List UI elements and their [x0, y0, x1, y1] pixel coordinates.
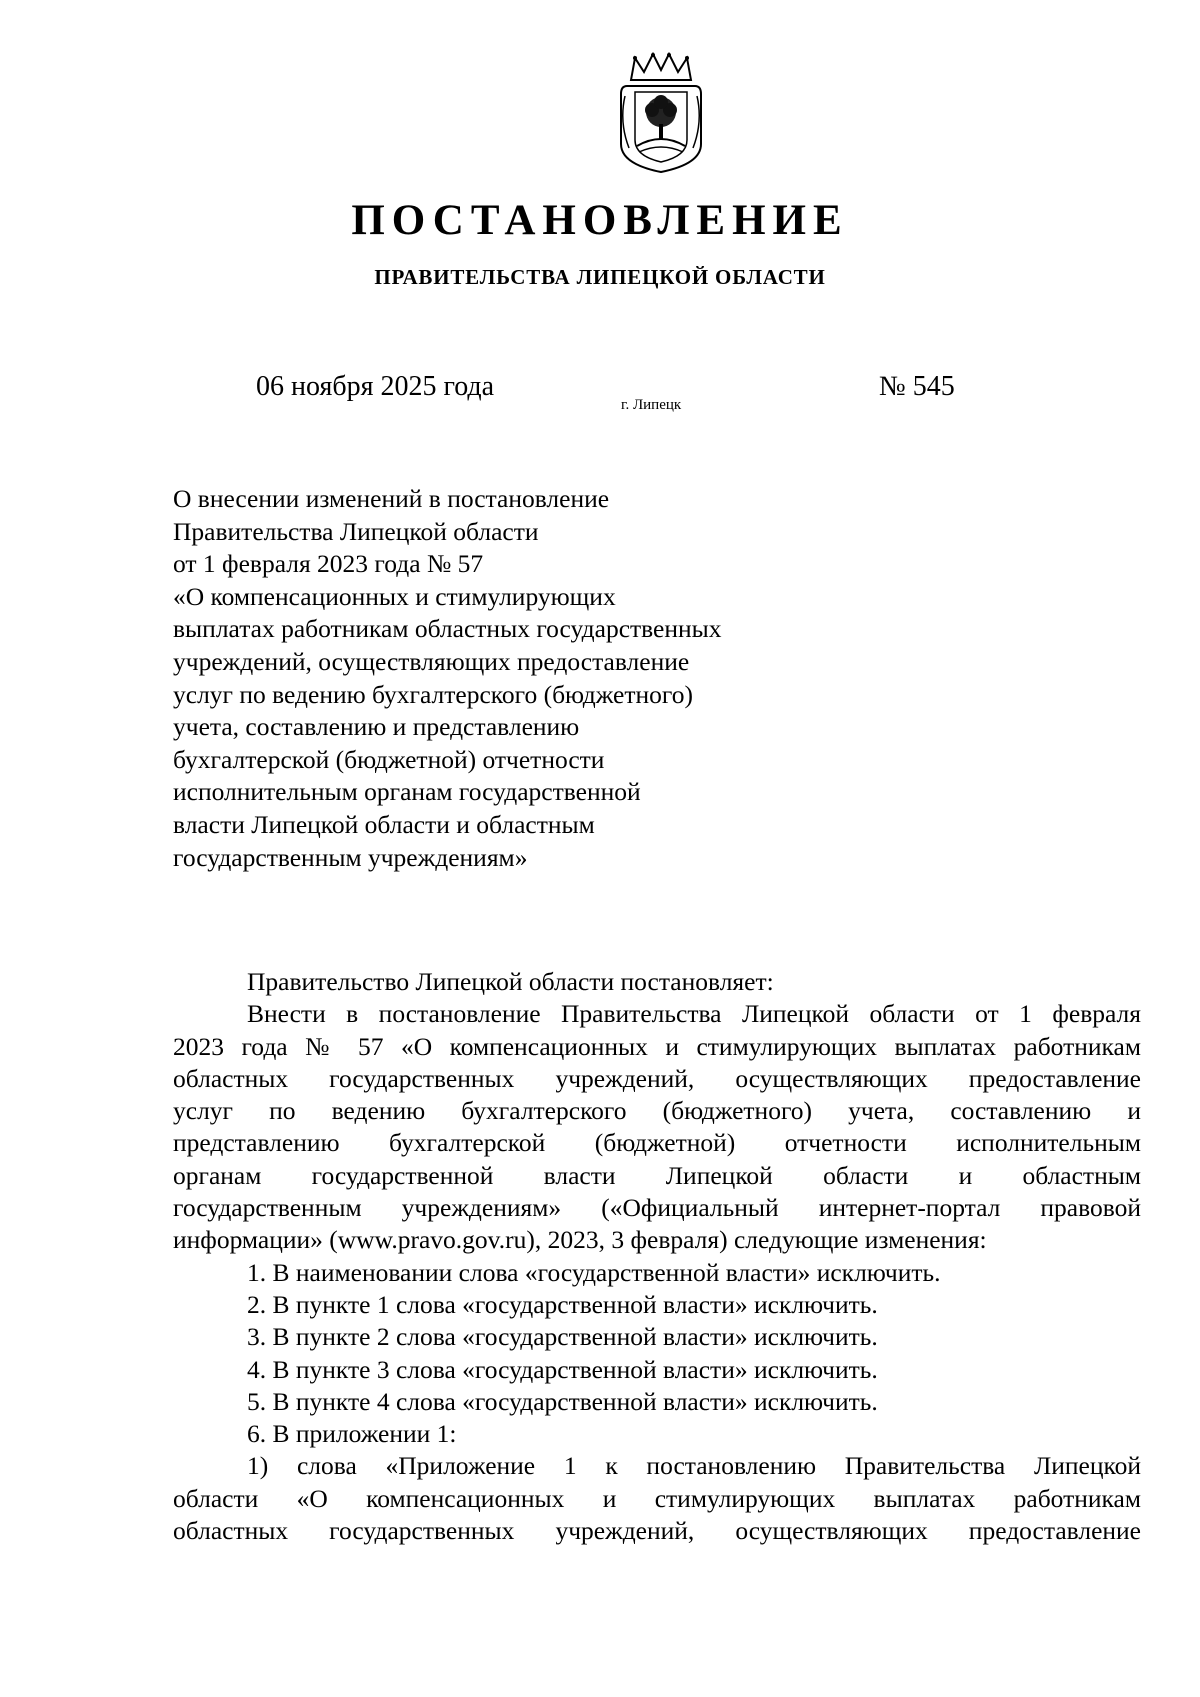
- subject-line: Правительства Липецкой области: [173, 516, 539, 546]
- sub-item-line: областных государственных учреждений, осуществляющих предоставление: [173, 1516, 1141, 1546]
- document-body: [173, 966, 1141, 1547]
- body-line: 2023 года № 57 «О компенсационных и стимулирующих выплатах работникам: [173, 1031, 1141, 1061]
- body-line: информации» (www.pravo.gov.ru), 2023, 3 февраля) следующие изменения:: [173, 1225, 987, 1255]
- list-item: 4. В пункте 3 слова «государственной власти» исключить.: [247, 1354, 878, 1384]
- list-item: 6. В приложении 1:: [247, 1419, 457, 1449]
- subject-line: учреждений, осуществляющих предоставление: [173, 646, 690, 676]
- coat-of-arms-icon: [617, 52, 705, 176]
- sub-item-line: области «О компенсационных и стимулирующих выплатах работникам: [173, 1483, 1141, 1513]
- subject-line: О внесении изменений в постановление: [173, 484, 610, 513]
- subject-line: государственным учреждениям»: [173, 842, 528, 872]
- subject-line: от 1 февраля 2023 года № 57: [173, 549, 484, 579]
- intro-line: Правительство Липецкой области постановляет:: [247, 967, 774, 996]
- subject-line: услуг по ведению бухгалтерского (бюджетного): [173, 679, 693, 709]
- list-item: 2. В пункте 1 слова «государственной власти» исключить.: [247, 1289, 878, 1319]
- document-title: ПОСТАНОВЛЕНИЕ: [351, 197, 849, 244]
- sub-item-line: 1) слова «Приложение 1 к постановлению Правительства Липецкой: [247, 1451, 1141, 1481]
- subject-line: бухгалтерской (бюджетной) отчетности: [173, 744, 605, 774]
- body-line: органам государственной власти Липецкой области и областным: [173, 1160, 1141, 1190]
- body-line: областных государственных учреждений, осуществляющих предоставление: [173, 1063, 1141, 1093]
- document-number: № 545: [879, 371, 955, 402]
- document-city: г. Липецк: [621, 397, 682, 413]
- document-subject: [173, 483, 722, 874]
- body-line: представлению бухгалтерской (бюджетной) отчетности исполнительным: [173, 1128, 1141, 1158]
- list-item: 5. В пункте 4 слова «государственной власти» исключить.: [247, 1386, 878, 1416]
- list-item: 1. В наименовании слова «государственной власти» исключить.: [247, 1257, 941, 1287]
- subject-line: исполнительным органам государственной: [173, 777, 641, 807]
- document-subtitle: ПРАВИТЕЛЬСТВА ЛИПЕЦКОЙ ОБЛАСТИ: [374, 265, 826, 289]
- subject-line: выплатах работникам областных государственных: [173, 614, 722, 644]
- subject-line: «О компенсационных и стимулирующих: [173, 581, 616, 611]
- document-date: 06 ноября 2025 года: [256, 371, 495, 402]
- list-item: 3. В пункте 2 слова «государственной власти» исключить.: [247, 1322, 878, 1352]
- body-line: услуг по ведению бухгалтерского (бюджетного) учета, составлению и: [173, 1096, 1141, 1126]
- subject-line: учета, составлению и представлению: [173, 712, 580, 742]
- body-line: Внести в постановление Правительства Липецкой области от 1 февраля: [247, 999, 1141, 1029]
- subject-line: власти Липецкой области и областным: [173, 809, 595, 839]
- body-line: государственным учреждениям» («Официальный интернет-портал правовой: [173, 1193, 1141, 1223]
